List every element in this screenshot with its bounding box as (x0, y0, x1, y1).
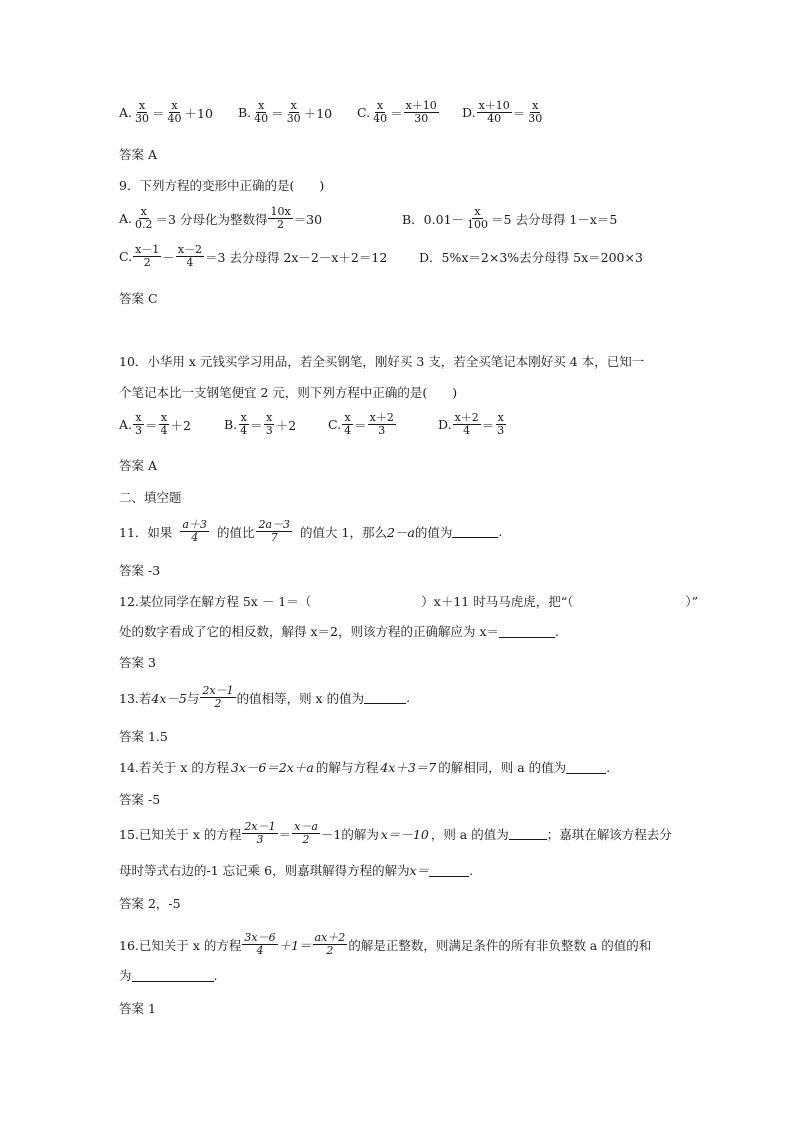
denominator: 40 (487, 112, 502, 125)
option-label: A. (119, 105, 133, 120)
numerator: x (171, 99, 178, 112)
tail-term: ＋10 (303, 105, 333, 121)
q11-answer: 答案 -3 (119, 563, 161, 578)
denominator: 7 (270, 531, 278, 544)
fraction (176, 244, 204, 269)
denominator: 30 (135, 112, 150, 125)
fraction (285, 100, 303, 125)
numerator: x (140, 205, 147, 218)
tail-term: －1 (320, 826, 342, 842)
operator: ＋1＝ (278, 937, 312, 953)
fraction (252, 100, 270, 125)
stem-text: 处的数字看成了它的相反数，解得 x＝2，则该方程的正确解应为 x＝ (119, 624, 500, 639)
q10-line-2: 个笔记本比一支钢笔便宜 2 元，则下列方程中正确的是( ) (119, 385, 458, 400)
operator: ＝ (512, 105, 526, 121)
stem-text: ）” (685, 594, 698, 609)
fraction (268, 206, 292, 231)
q9-option-c (119, 244, 419, 269)
tail-term: ＋2 (275, 417, 297, 433)
operator: － (162, 249, 175, 265)
denominator: 0.2 (135, 218, 153, 231)
expression: x＝ (409, 863, 430, 878)
fraction (238, 412, 249, 437)
fraction (495, 412, 506, 437)
numerator: x－a (294, 820, 318, 833)
tail-term: ＋10 (184, 105, 213, 121)
fraction (242, 821, 277, 846)
stem-text: 11．如果 (119, 524, 173, 540)
stem-text: 的值为 (414, 524, 453, 540)
q9-option-a (119, 206, 402, 231)
numerator: 2x－1 (202, 684, 234, 697)
numerator: x (240, 411, 247, 424)
q11-stem (119, 519, 502, 544)
denominator: 3 (265, 424, 273, 437)
option-label: B. (224, 417, 238, 432)
option-label: B. (238, 105, 252, 120)
numerator: x＋2 (369, 411, 394, 424)
option-label: A. (119, 417, 133, 432)
numerator: 3x－6 (244, 931, 276, 944)
fraction (133, 206, 155, 231)
q16-answer: 答案 1 (119, 1001, 156, 1016)
numerator: x (532, 99, 539, 112)
operator: ＝ (390, 105, 403, 121)
fraction (404, 100, 439, 125)
fraction (133, 100, 151, 125)
fraction (526, 100, 544, 125)
stem-text: 13.若 (119, 690, 152, 706)
denominator: 2 (143, 256, 151, 269)
option-label: C. (357, 105, 371, 120)
denominator: 40 (254, 112, 269, 125)
numerator: x (474, 205, 481, 218)
denominator: 4 (191, 531, 199, 544)
fraction (200, 685, 235, 710)
numerator: x (266, 411, 273, 424)
q8-option-d (462, 100, 545, 125)
q12-line-1 (119, 592, 698, 610)
denominator: 3 (378, 424, 386, 437)
q15-line-2 (119, 861, 473, 879)
q9-option-b (402, 206, 617, 231)
answer-blank[interactable] (566, 761, 606, 774)
stem-text: 14.若关于 x 的方程 (119, 760, 229, 775)
stem-text: 的解与方程 (315, 760, 379, 775)
q13-stem (119, 685, 410, 710)
option-label: D. (438, 417, 452, 432)
fraction (242, 932, 277, 957)
option-label: C. (328, 417, 342, 432)
denominator: 3 (135, 424, 143, 437)
tail-term: ＋2 (170, 417, 191, 433)
option-label: B．0.01－ (402, 211, 465, 227)
stem-text: 的解是正整数，则满足条件的所有非负整数 a 的值的和 (348, 937, 652, 953)
q9-options-cd (119, 244, 643, 269)
denominator: 4 (240, 424, 248, 437)
operator: ＝ (145, 417, 158, 433)
section-heading: 二、填空题 (119, 490, 182, 505)
q10-line-1: 10．小华用 x 元钱买学习用品，若全买钢笔，刚好买 3 支，若全买笔记本刚好买 4 本，已知一 (119, 354, 645, 369)
q10-options (119, 412, 507, 437)
numerator: a＋3 (182, 518, 207, 531)
fraction (368, 412, 396, 437)
stem-text: 母时等式右边的-1 忘记乘 6，则嘉琪解得方程的解为 (119, 863, 410, 878)
stem-text: 为 (119, 968, 132, 983)
operator: ＝ (481, 417, 495, 433)
fraction (465, 206, 490, 231)
numerator: x＋2 (454, 411, 479, 424)
q9-options-ab (119, 206, 617, 231)
q15-line-1 (119, 821, 672, 846)
q10-option-b (224, 412, 328, 437)
fraction (477, 100, 512, 125)
numerator: x (135, 411, 142, 424)
answer-blank[interactable] (452, 525, 498, 538)
step-text: ＝3 分母化为整数得 (155, 211, 268, 227)
stem-text: 16.已知关于 x 的方程 (119, 937, 242, 953)
denominator: 40 (373, 112, 388, 125)
q15-answer: 答案 2，-5 (119, 896, 181, 911)
operator: ＝ (354, 417, 367, 433)
fraction (133, 244, 161, 269)
q16-line-1 (119, 932, 651, 957)
fraction (342, 412, 353, 437)
period: . (469, 862, 474, 878)
q13-answer: 答案 1.5 (119, 729, 168, 744)
q10-option-c (328, 412, 438, 437)
denominator: 30 (528, 112, 543, 125)
q9-option-d: D．5%x＝2×3%去分母得 5x＝200×3 (419, 249, 643, 265)
stem-text: 的值比 (216, 524, 255, 540)
denominator: 40 (167, 112, 182, 125)
period: . (555, 623, 559, 639)
period: . (213, 967, 218, 983)
q12-answer: 答案 3 (119, 655, 156, 670)
q8-option-a (119, 100, 238, 125)
stem-text: 12.某位同学在解方程 5x － 1＝（ (119, 594, 312, 609)
stem-text: 的解为 (341, 826, 379, 842)
q10-option-d (438, 412, 507, 437)
stem-text: 的值大 1，那么 (300, 524, 387, 540)
option-label: D. (462, 105, 476, 120)
numerator: x (376, 99, 384, 112)
option-label: C. (119, 249, 133, 264)
solution: x＝－10 (380, 826, 429, 842)
period: . (606, 759, 611, 775)
operator: ＝ (250, 417, 263, 433)
q8-option-b (238, 100, 357, 125)
fraction (180, 519, 209, 544)
numerator: ax＋2 (314, 931, 346, 944)
q8-answer: 答案 A (119, 147, 158, 162)
numerator: x－2 (177, 243, 203, 256)
stem-text: 的值相等，则 x 的值为 (236, 690, 365, 706)
fraction (264, 412, 275, 437)
fraction (453, 412, 481, 437)
answer-blank[interactable] (429, 864, 469, 877)
denominator: 3 (256, 833, 264, 846)
q16-line-2 (119, 966, 218, 984)
fraction (133, 412, 144, 437)
fraction (371, 100, 389, 125)
expression: 2－a (386, 524, 415, 540)
answer-blank[interactable] (132, 969, 214, 982)
denominator: 4 (186, 256, 194, 269)
expression: 4x－5 (151, 690, 187, 706)
stem-text: 的解相同，则 a 的值为 (438, 760, 567, 775)
numerator: x (290, 99, 297, 112)
answer-blank[interactable] (364, 691, 406, 704)
q12-line-2 (119, 622, 559, 640)
numerator: x (138, 99, 146, 112)
step-text: ＝30 (293, 211, 323, 227)
stem-text: 15.已知关于 x 的方程 (119, 826, 242, 842)
numerator: x (258, 99, 265, 112)
denominator: 100 (467, 218, 489, 231)
equation: 4x＋3＝7 (380, 760, 437, 775)
denominator: 4 (463, 424, 471, 437)
numerator: x (344, 411, 351, 424)
q8-options (119, 100, 545, 125)
stem-text: ，则 a 的值为 (430, 826, 509, 842)
denominator: 2 (214, 697, 222, 710)
numerator: 2x－1 (244, 820, 276, 833)
denominator: 2 (326, 944, 334, 957)
stem-text: ）x＋11 时马马虎虎，把“（ (421, 594, 574, 609)
fraction (313, 932, 348, 957)
q9-stem: 9．下列方程的变形中正确的是( ) (119, 178, 325, 193)
fraction (292, 821, 320, 846)
numerator: x＋10 (405, 99, 437, 112)
period: . (498, 524, 503, 539)
denominator: 3 (497, 424, 505, 437)
q10-option-a (119, 412, 224, 437)
denominator: 4 (256, 944, 264, 957)
q14-stem (119, 758, 610, 776)
numerator: 2a－3 (258, 518, 291, 531)
denominator: 4 (160, 424, 168, 437)
denominator: 4 (344, 424, 352, 437)
step-text: ＝5 去分母得 1－x＝5 (491, 211, 618, 227)
answer-blank[interactable] (509, 827, 547, 840)
fraction (166, 100, 184, 125)
stem-text: ；嘉琪在解该方程去分 (546, 826, 672, 842)
numerator: 10x (270, 205, 291, 218)
equation: 3x－6＝2x＋a (230, 760, 314, 775)
operator: ＝ (278, 826, 292, 842)
option-label: A. (119, 211, 133, 226)
answer-blank[interactable] (499, 625, 555, 638)
numerator: x (160, 411, 168, 424)
stem-text: 与 (186, 690, 200, 706)
q14-answer: 答案 -5 (119, 792, 161, 807)
q9-answer: 答案 C (119, 291, 158, 306)
fraction (256, 519, 292, 544)
operator: ＝ (271, 105, 284, 121)
denominator: 2 (277, 218, 285, 231)
numerator: x＋10 (478, 99, 510, 112)
fraction (159, 412, 170, 437)
q10-answer: 答案 A (119, 458, 158, 473)
period: . (406, 690, 411, 705)
numerator: x (497, 411, 504, 424)
numerator: x－1 (135, 243, 160, 256)
operator: ＝ (152, 105, 165, 121)
q8-option-c (357, 100, 462, 125)
denominator: 30 (414, 112, 429, 125)
denominator: 2 (302, 833, 310, 846)
step-text: ＝3 去分母得 2x－2－x＋2＝12 (205, 249, 388, 265)
denominator: 30 (286, 112, 301, 125)
